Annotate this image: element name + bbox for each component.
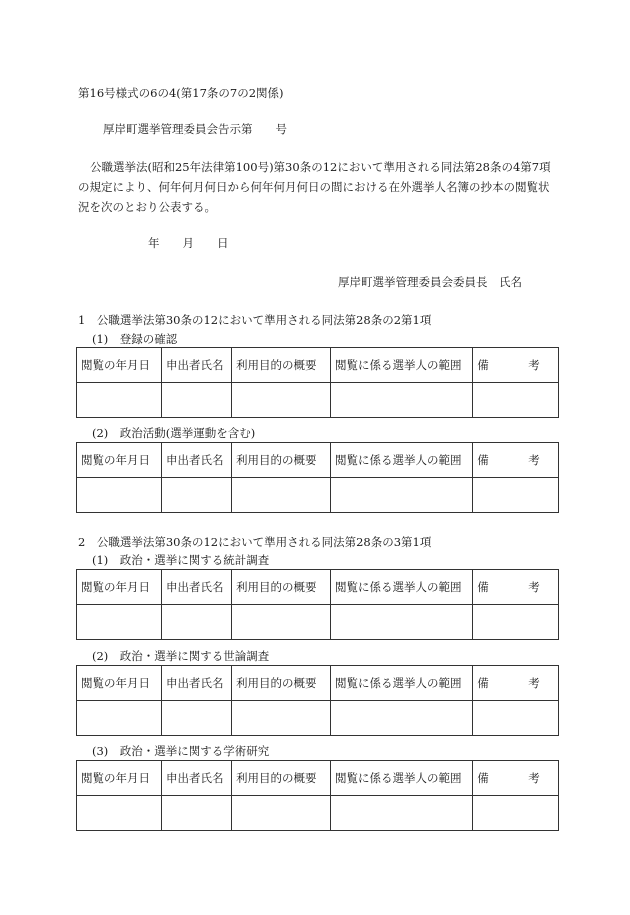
cell-remarks <box>473 701 559 736</box>
header-remarks: 備 考 <box>473 666 559 701</box>
date-line: 年 月 日 <box>148 236 229 250</box>
record-table <box>76 347 559 418</box>
cell-applicant <box>162 383 232 418</box>
header-remarks: 備 考 <box>473 348 559 383</box>
header-date: 閲覧の年月日 <box>77 348 162 383</box>
cell-range <box>331 796 473 831</box>
cell-applicant <box>162 701 232 736</box>
cell-purpose <box>232 701 331 736</box>
header-applicant: 申出者氏名 <box>162 761 232 796</box>
header-purpose: 利用目的の概要 <box>232 761 331 796</box>
record-table <box>76 760 559 831</box>
cell-remarks <box>473 478 559 513</box>
subsection-label: (2) 政治・選挙に関する世論調査 <box>92 649 270 663</box>
body-text: 公職選挙法(昭和25年法律第100号)第30条の12において準用される同法第28条の4第7項の規定により、何年何月何日から何年何月何日の間における在外選挙人名簿の抄本の閲覧状況を次のとおり公表する。 <box>78 160 551 214</box>
header-purpose: 利用目的の概要 <box>232 570 331 605</box>
header-applicant: 申出者氏名 <box>162 443 232 478</box>
cell-applicant <box>162 796 232 831</box>
cell-range <box>331 605 473 640</box>
header-date: 閲覧の年月日 <box>77 570 162 605</box>
cell-purpose <box>232 605 331 640</box>
header-range: 閲覧に係る選挙人の範囲 <box>331 666 473 701</box>
cell-purpose <box>232 796 331 831</box>
header-remarks: 備 考 <box>473 443 559 478</box>
cell-applicant <box>162 478 232 513</box>
record-table <box>76 442 559 513</box>
cell-date <box>77 701 162 736</box>
form-number: 第16号様式の6の4(第17条の7の2関係) <box>78 86 284 100</box>
header-range: 閲覧に係る選挙人の範囲 <box>331 761 473 796</box>
header-applicant: 申出者氏名 <box>162 666 232 701</box>
section-heading: 2 公職選挙法第30条の12において準用される同法第28条の3第1項 <box>78 535 432 549</box>
signature: 厚岸町選挙管理委員会委員長 氏名 <box>338 275 522 289</box>
cell-date <box>77 605 162 640</box>
cell-range <box>331 701 473 736</box>
record-table <box>76 569 559 640</box>
notice-title: 厚岸町選挙管理委員会告示第 号 <box>103 122 287 136</box>
header-purpose: 利用目的の概要 <box>232 443 331 478</box>
header-remarks: 備 考 <box>473 570 559 605</box>
header-purpose: 利用目的の概要 <box>232 666 331 701</box>
cell-purpose <box>232 383 331 418</box>
subsection-label: (2) 政治活動(選挙運動を含む) <box>92 426 256 440</box>
header-date: 閲覧の年月日 <box>77 666 162 701</box>
header-date: 閲覧の年月日 <box>77 761 162 796</box>
subsection-label: (1) 政治・選挙に関する統計調査 <box>92 553 270 567</box>
header-remarks: 備 考 <box>473 761 559 796</box>
section-heading: 1 公職選挙法第30条の12において準用される同法第28条の2第1項 <box>78 313 432 327</box>
cell-range <box>331 478 473 513</box>
cell-remarks <box>473 605 559 640</box>
record-table <box>76 665 559 736</box>
cell-remarks <box>473 796 559 831</box>
header-purpose: 利用目的の概要 <box>232 348 331 383</box>
subsection-label: (3) 政治・選挙に関する学術研究 <box>92 744 270 758</box>
subsection-label: (1) 登録の確認 <box>92 332 178 346</box>
header-applicant: 申出者氏名 <box>162 570 232 605</box>
header-applicant: 申出者氏名 <box>162 348 232 383</box>
cell-applicant <box>162 605 232 640</box>
header-range: 閲覧に係る選挙人の範囲 <box>331 570 473 605</box>
cell-date <box>77 478 162 513</box>
header-date: 閲覧の年月日 <box>77 443 162 478</box>
header-range: 閲覧に係る選挙人の範囲 <box>331 348 473 383</box>
cell-remarks <box>473 383 559 418</box>
cell-date <box>77 796 162 831</box>
cell-purpose <box>232 478 331 513</box>
header-range: 閲覧に係る選挙人の範囲 <box>331 443 473 478</box>
cell-range <box>331 383 473 418</box>
cell-date <box>77 383 162 418</box>
